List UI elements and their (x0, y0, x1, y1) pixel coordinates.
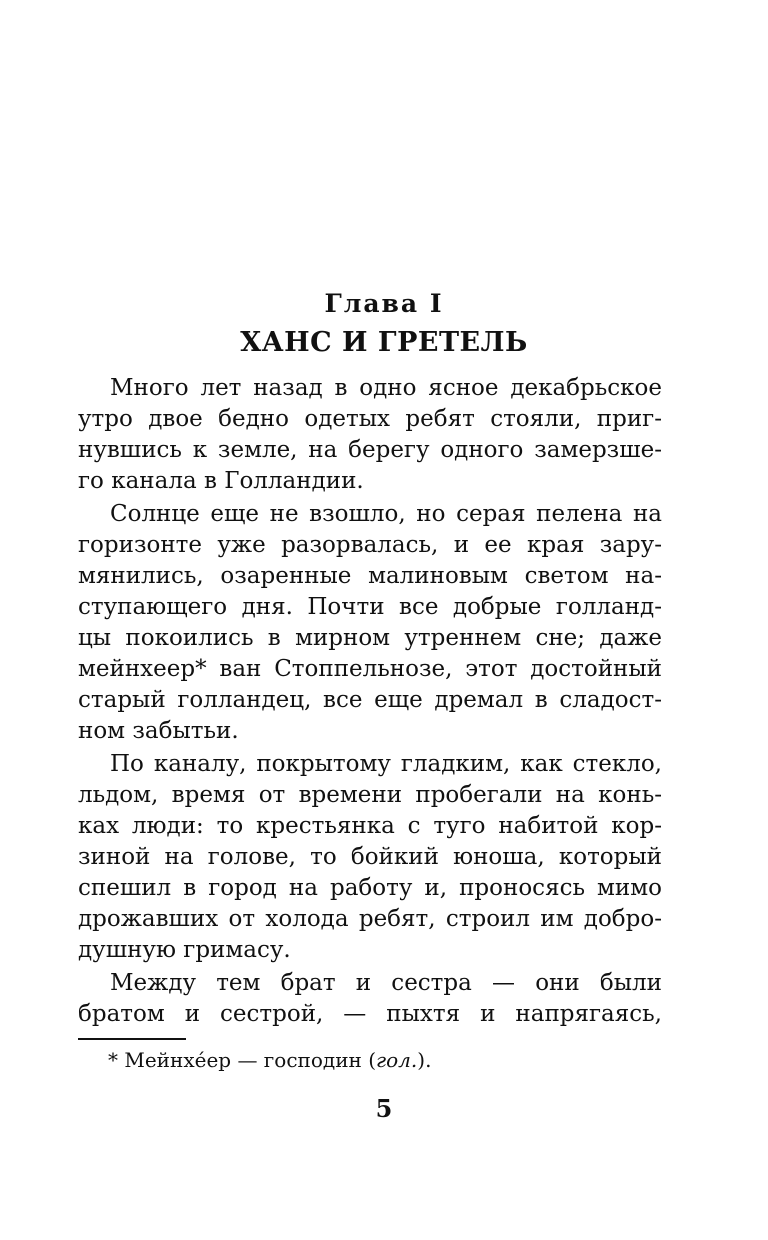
text-line: го канала в Голландии. (78, 468, 364, 494)
text-line: горизонте уже разорвалась, и ее края зару- (78, 532, 662, 558)
text-line: дрожавших от холода ребят, строил им добро- (78, 906, 662, 932)
chapter-title: ХАНС И ГРЕТЕЛЬ (240, 327, 528, 358)
paragraph (78, 749, 662, 966)
text-line: мейнхеер* ван Стоппельнозе, этот достойный (78, 656, 662, 682)
text-line: ках люди: то крестьянка с туго набитой кор- (78, 813, 662, 839)
footnote-divider (78, 1038, 186, 1040)
text-line: По каналу, покрытому гладким, как стекло, (110, 751, 662, 777)
text-line: братом и сестрой, — пыхтя и напрягаясь, (78, 1001, 662, 1027)
text-line: Солнце еще не взошло, но серая пелена на (110, 501, 662, 527)
paragraph (78, 968, 662, 1030)
footnote-abbreviation: гол. (376, 1048, 418, 1072)
chapter-label: Глава I (324, 289, 444, 318)
text-line: мянились, озаренные малиновым светом на- (78, 563, 662, 589)
text-line: Между тем брат и сестра — они были (110, 970, 662, 996)
text-line: зиной на голове, то бойкий юноша, который (78, 844, 662, 870)
text-line: Много лет назад в одно ясное декабрьское (110, 375, 662, 401)
text-line: спешил в город на работу и, проносясь мимо (78, 875, 662, 901)
footnote-closing: ). (417, 1048, 432, 1072)
paragraph (78, 373, 662, 497)
text-line: ном забытьи. (78, 718, 239, 744)
text-line: цы покоились в мирном утреннем сне; даже (78, 625, 662, 651)
text-line: нувшись к земле, на берегу одного замерзше- (78, 437, 662, 463)
text-line: льдом, время от времени пробегали на конь- (78, 782, 662, 808)
body-text (78, 373, 662, 1032)
paragraph (78, 499, 662, 747)
footnote-text: * Мейнхе́ер — господин ( (108, 1048, 377, 1072)
text-line: старый голландец, все еще дремал в сладост- (78, 687, 662, 713)
text-line: душную гримасу. (78, 937, 291, 963)
text-line: утро двое бедно одетых ребят стояли, приг- (78, 406, 662, 432)
footnote (108, 1046, 668, 1074)
page-number: 5 (375, 1094, 393, 1123)
text-line: ступающего дня. Почти все добрые голланд- (78, 594, 662, 620)
